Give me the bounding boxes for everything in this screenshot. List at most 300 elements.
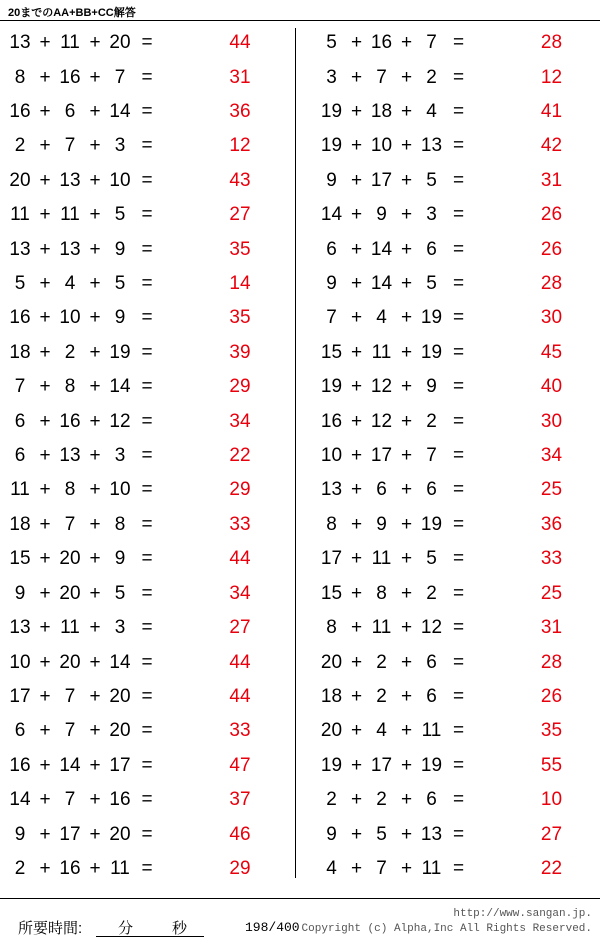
answer-value: 34 xyxy=(229,410,251,432)
operand-c: 12 xyxy=(420,617,443,639)
answer-value: 26 xyxy=(540,238,563,260)
operand-a: 15 xyxy=(320,341,343,363)
operand-c: 9 xyxy=(114,238,126,260)
operand-b: 11 xyxy=(371,548,392,570)
problem-expression xyxy=(6,445,218,467)
plus-sign: + xyxy=(89,341,101,363)
operand-c: 2 xyxy=(426,410,437,432)
problem-expression xyxy=(318,789,530,811)
answer-value: 28 xyxy=(540,273,563,295)
operand-c: 9 xyxy=(114,307,126,329)
plus-sign: + xyxy=(350,445,363,467)
operand-a: 16 xyxy=(9,754,31,776)
equals-sign: = xyxy=(452,617,465,639)
operand-b: 13 xyxy=(59,169,81,191)
plus-sign: + xyxy=(39,376,51,398)
operand-a: 17 xyxy=(320,548,343,570)
answer-value: 14 xyxy=(229,273,251,295)
plus-sign: + xyxy=(89,754,101,776)
operand-a: 17 xyxy=(9,685,31,707)
plus-sign: + xyxy=(39,445,51,467)
operand-a: 15 xyxy=(9,548,31,570)
footer xyxy=(0,903,600,945)
answer-value: 27 xyxy=(229,617,251,639)
problem-row xyxy=(318,129,600,163)
problem-expression xyxy=(318,617,530,639)
answer-value: 12 xyxy=(540,66,563,88)
answer-value: 26 xyxy=(540,204,563,226)
equals-sign: = xyxy=(141,238,153,260)
operand-c: 6 xyxy=(426,789,437,811)
answer-value: 46 xyxy=(229,823,251,845)
plus-sign: + xyxy=(89,445,101,467)
operand-c: 16 xyxy=(109,789,131,811)
operand-a: 5 xyxy=(326,32,337,54)
operand-a: 19 xyxy=(320,101,343,123)
operand-a: 18 xyxy=(9,513,31,535)
operand-a: 13 xyxy=(9,32,31,54)
problem-expression xyxy=(6,755,218,777)
problem-row xyxy=(6,577,289,611)
operand-c: 4 xyxy=(426,101,437,123)
equals-sign: = xyxy=(141,341,153,363)
problem-expression xyxy=(318,755,530,777)
plus-sign: + xyxy=(400,513,413,535)
answer-value: 47 xyxy=(229,754,251,776)
operand-c: 2 xyxy=(426,582,437,604)
operand-a: 8 xyxy=(326,513,337,535)
operand-a: 13 xyxy=(9,617,31,639)
problem-expression xyxy=(6,583,218,605)
operand-c: 10 xyxy=(109,169,131,191)
operand-a: 2 xyxy=(326,789,337,811)
answer-value: 29 xyxy=(229,857,251,879)
equals-sign: = xyxy=(452,101,465,123)
operand-c: 20 xyxy=(109,32,131,54)
answer-value: 25 xyxy=(540,479,563,501)
operand-c: 5 xyxy=(114,582,126,604)
problem-row xyxy=(318,26,600,60)
operand-b: 2 xyxy=(376,685,387,707)
operand-c: 10 xyxy=(109,479,131,501)
problem-row xyxy=(318,611,600,645)
problem-row xyxy=(318,680,600,714)
problem-expression xyxy=(318,170,530,192)
problem-row xyxy=(318,60,600,94)
problem-expression xyxy=(318,342,530,364)
equals-sign: = xyxy=(141,582,153,604)
plus-sign: + xyxy=(350,651,363,673)
operand-c: 5 xyxy=(426,548,437,570)
operand-b: 11 xyxy=(371,617,392,639)
answer-value: 12 xyxy=(229,135,251,157)
operand-b: 9 xyxy=(376,204,387,226)
operand-b: 7 xyxy=(376,857,387,879)
problem-row xyxy=(6,232,289,266)
header-divider xyxy=(0,20,600,21)
operand-b: 7 xyxy=(64,685,76,707)
operand-c: 14 xyxy=(109,376,131,398)
plus-sign: + xyxy=(39,754,51,776)
operand-b: 12 xyxy=(370,376,393,398)
problem-row xyxy=(6,817,289,851)
problem-expression xyxy=(6,514,218,536)
problem-row xyxy=(318,439,600,473)
equals-sign: = xyxy=(141,651,153,673)
time-input-line[interactable] xyxy=(96,936,204,937)
operand-b: 2 xyxy=(64,341,76,363)
answer-value: 44 xyxy=(229,685,251,707)
problem-row xyxy=(6,542,289,576)
problem-expression xyxy=(318,445,530,467)
operand-a: 19 xyxy=(320,135,343,157)
operand-c: 6 xyxy=(426,479,437,501)
answer-value: 22 xyxy=(540,857,563,879)
answer-value: 34 xyxy=(229,582,251,604)
operand-c: 19 xyxy=(420,307,443,329)
problem-expression xyxy=(6,686,218,708)
equals-sign: = xyxy=(141,135,153,157)
plus-sign: + xyxy=(89,720,101,742)
plus-sign: + xyxy=(350,135,363,157)
operand-a: 5 xyxy=(14,273,26,295)
plus-sign: + xyxy=(350,789,363,811)
operand-c: 11 xyxy=(421,720,442,742)
plus-sign: + xyxy=(39,651,51,673)
operand-a: 8 xyxy=(14,66,26,88)
answer-value: 30 xyxy=(540,410,563,432)
problem-row xyxy=(6,301,289,335)
problem-expression xyxy=(6,411,218,433)
column-divider xyxy=(295,28,296,878)
equals-sign: = xyxy=(452,445,465,467)
answer-value: 44 xyxy=(229,548,251,570)
problem-row xyxy=(318,198,600,232)
problem-row xyxy=(318,164,600,198)
operand-a: 11 xyxy=(10,204,30,226)
problem-expression xyxy=(6,67,218,89)
problem-expression xyxy=(318,514,530,536)
answer-value: 29 xyxy=(229,479,251,501)
equals-sign: = xyxy=(452,135,465,157)
equals-sign: = xyxy=(452,238,465,260)
operand-a: 2 xyxy=(14,135,26,157)
plus-sign: + xyxy=(39,617,51,639)
problem-expression xyxy=(318,686,530,708)
plus-sign: + xyxy=(350,754,363,776)
problem-expression xyxy=(318,583,530,605)
problem-row xyxy=(318,473,600,507)
equals-sign: = xyxy=(141,513,153,535)
problem-row xyxy=(318,714,600,748)
problem-row xyxy=(6,439,289,473)
operand-c: 14 xyxy=(109,101,131,123)
plus-sign: + xyxy=(350,582,363,604)
plus-sign: + xyxy=(400,720,413,742)
plus-sign: + xyxy=(39,169,51,191)
operand-c: 20 xyxy=(109,720,131,742)
answer-value: 27 xyxy=(229,204,251,226)
problem-row xyxy=(6,611,289,645)
operand-a: 11 xyxy=(10,479,30,501)
plus-sign: + xyxy=(400,238,413,260)
operand-b: 13 xyxy=(59,445,81,467)
plus-sign: + xyxy=(39,720,51,742)
problem-expression xyxy=(6,135,218,157)
operand-a: 9 xyxy=(14,582,26,604)
operand-c: 17 xyxy=(109,754,131,776)
plus-sign: + xyxy=(400,410,413,432)
plus-sign: + xyxy=(39,238,51,260)
operand-c: 20 xyxy=(109,685,131,707)
operand-b: 4 xyxy=(64,273,76,295)
problem-expression xyxy=(6,617,218,639)
operand-a: 9 xyxy=(326,169,337,191)
problem-row xyxy=(6,95,289,129)
operand-b: 7 xyxy=(64,789,76,811)
operand-b: 14 xyxy=(370,238,393,260)
problem-expression xyxy=(6,548,218,570)
problem-expression xyxy=(6,342,218,364)
plus-sign: + xyxy=(89,307,101,329)
problem-expression xyxy=(6,652,218,674)
operand-a: 9 xyxy=(14,823,26,845)
answer-value: 35 xyxy=(229,238,251,260)
plus-sign: + xyxy=(400,66,413,88)
equals-sign: = xyxy=(452,548,465,570)
operand-a: 9 xyxy=(326,273,337,295)
equals-sign: = xyxy=(141,169,153,191)
plus-sign: + xyxy=(400,823,413,845)
answer-value: 44 xyxy=(229,651,251,673)
operand-c: 13 xyxy=(420,823,443,845)
operand-a: 20 xyxy=(320,720,343,742)
plus-sign: + xyxy=(350,857,363,879)
plus-sign: + xyxy=(350,720,363,742)
problem-row xyxy=(318,577,600,611)
problem-row xyxy=(6,645,289,679)
plus-sign: + xyxy=(350,823,363,845)
operand-b: 16 xyxy=(59,410,81,432)
plus-sign: + xyxy=(89,823,101,845)
answer-value: 35 xyxy=(229,307,251,329)
problem-row xyxy=(6,336,289,370)
answer-value: 27 xyxy=(540,823,563,845)
operand-b: 11 xyxy=(60,617,80,639)
operand-c: 6 xyxy=(426,238,437,260)
operand-b: 16 xyxy=(59,66,81,88)
operand-a: 3 xyxy=(326,66,337,88)
problem-expression xyxy=(318,135,530,157)
operand-a: 6 xyxy=(14,410,26,432)
problem-row xyxy=(6,404,289,438)
operand-c: 11 xyxy=(421,857,442,879)
page-number: 198/400 xyxy=(245,920,300,935)
plus-sign: + xyxy=(89,582,101,604)
plus-sign: + xyxy=(39,857,51,879)
operand-c: 3 xyxy=(114,617,126,639)
plus-sign: + xyxy=(400,479,413,501)
answer-value: 41 xyxy=(540,101,563,123)
plus-sign: + xyxy=(400,582,413,604)
answer-value: 33 xyxy=(229,513,251,535)
operand-a: 8 xyxy=(326,617,337,639)
plus-sign: + xyxy=(89,617,101,639)
plus-sign: + xyxy=(350,273,363,295)
operand-b: 14 xyxy=(59,754,81,776)
operand-b: 16 xyxy=(370,32,393,54)
plus-sign: + xyxy=(350,204,363,226)
operand-b: 12 xyxy=(370,410,393,432)
plus-sign: + xyxy=(39,823,51,845)
problem-expression xyxy=(318,411,530,433)
problem-expression xyxy=(6,824,218,846)
plus-sign: + xyxy=(89,66,101,88)
equals-sign: = xyxy=(141,823,153,845)
operand-a: 14 xyxy=(320,204,343,226)
operand-b: 17 xyxy=(370,445,393,467)
equals-sign: = xyxy=(141,101,153,123)
plus-sign: + xyxy=(400,651,413,673)
plus-sign: + xyxy=(350,341,363,363)
problem-expression xyxy=(6,273,218,295)
plus-sign: + xyxy=(350,548,363,570)
plus-sign: + xyxy=(39,307,51,329)
operand-b: 7 xyxy=(376,66,387,88)
plus-sign: + xyxy=(400,204,413,226)
operand-c: 5 xyxy=(114,204,126,226)
equals-sign: = xyxy=(141,376,153,398)
operand-c: 8 xyxy=(114,513,126,535)
plus-sign: + xyxy=(39,273,51,295)
equals-sign: = xyxy=(141,720,153,742)
answer-value: 31 xyxy=(540,617,563,639)
problem-row xyxy=(6,164,289,198)
operand-a: 18 xyxy=(9,341,31,363)
page-title: 20までのAA+BB+CC解答 xyxy=(8,7,136,19)
problem-row xyxy=(6,60,289,94)
operand-a: 4 xyxy=(326,857,337,879)
problem-expression xyxy=(6,170,218,192)
problem-expression xyxy=(318,307,530,329)
equals-sign: = xyxy=(141,204,153,226)
operand-c: 20 xyxy=(109,823,131,845)
plus-sign: + xyxy=(400,376,413,398)
problem-expression xyxy=(6,101,218,123)
plus-sign: + xyxy=(39,479,51,501)
operand-b: 14 xyxy=(370,273,393,295)
plus-sign: + xyxy=(400,789,413,811)
operand-c: 19 xyxy=(109,341,131,363)
equals-sign: = xyxy=(452,204,465,226)
answer-value: 26 xyxy=(540,685,563,707)
operand-a: 10 xyxy=(9,651,31,673)
plus-sign: + xyxy=(350,66,363,88)
operand-a: 19 xyxy=(320,754,343,776)
answer-value: 39 xyxy=(229,341,251,363)
operand-b: 20 xyxy=(59,582,81,604)
plus-sign: + xyxy=(89,169,101,191)
problem-expression xyxy=(318,824,530,846)
plus-sign: + xyxy=(89,238,101,260)
equals-sign: = xyxy=(452,513,465,535)
plus-sign: + xyxy=(350,101,363,123)
operand-b: 2 xyxy=(376,789,387,811)
operand-c: 9 xyxy=(426,376,437,398)
equals-sign: = xyxy=(452,754,465,776)
operand-b: 8 xyxy=(64,479,76,501)
problem-expression xyxy=(6,376,218,398)
problem-expression xyxy=(318,101,530,123)
operand-a: 20 xyxy=(320,651,343,673)
operand-c: 7 xyxy=(426,445,437,467)
operand-c: 11 xyxy=(110,857,130,879)
operand-a: 20 xyxy=(9,169,31,191)
problem-expression xyxy=(318,67,530,89)
operand-a: 6 xyxy=(14,445,26,467)
plus-sign: + xyxy=(89,685,101,707)
operand-c: 5 xyxy=(114,273,126,295)
operand-b: 5 xyxy=(376,823,387,845)
problem-row xyxy=(318,783,600,817)
equals-sign: = xyxy=(452,410,465,432)
plus-sign: + xyxy=(350,513,363,535)
operand-a: 6 xyxy=(14,720,26,742)
problem-row xyxy=(318,852,600,886)
answer-value: 42 xyxy=(540,135,563,157)
time-unit-minutes: 分 xyxy=(118,920,134,937)
answer-value: 55 xyxy=(540,754,563,776)
footer-divider xyxy=(0,898,600,899)
problem-row xyxy=(318,508,600,542)
answer-value: 31 xyxy=(229,66,251,88)
problem-column-right xyxy=(302,26,600,886)
operand-c: 19 xyxy=(420,754,443,776)
plus-sign: + xyxy=(39,66,51,88)
plus-sign: + xyxy=(39,513,51,535)
operand-b: 11 xyxy=(60,32,80,54)
operand-b: 7 xyxy=(64,720,76,742)
problem-expression xyxy=(318,479,530,501)
problem-expression xyxy=(6,720,218,742)
problem-row xyxy=(6,783,289,817)
plus-sign: + xyxy=(39,101,51,123)
operand-c: 7 xyxy=(114,66,126,88)
problem-expression xyxy=(318,32,530,54)
operand-a: 19 xyxy=(320,376,343,398)
problem-expression xyxy=(318,858,530,880)
operand-c: 19 xyxy=(420,341,443,363)
answer-value: 28 xyxy=(540,32,563,54)
operand-b: 18 xyxy=(370,101,393,123)
problem-row xyxy=(318,749,600,783)
plus-sign: + xyxy=(350,32,363,54)
operand-b: 20 xyxy=(59,651,81,673)
time-unit-seconds: 秒 xyxy=(172,920,188,937)
equals-sign: = xyxy=(452,376,465,398)
operand-c: 5 xyxy=(426,169,437,191)
plus-sign: + xyxy=(39,548,51,570)
equals-sign: = xyxy=(452,582,465,604)
operand-b: 10 xyxy=(370,135,393,157)
answer-value: 37 xyxy=(229,789,251,811)
problem-expression xyxy=(6,239,218,261)
plus-sign: + xyxy=(350,307,363,329)
equals-sign: = xyxy=(141,789,153,811)
plus-sign: + xyxy=(89,789,101,811)
operand-b: 16 xyxy=(59,857,81,879)
operand-b: 6 xyxy=(64,101,76,123)
